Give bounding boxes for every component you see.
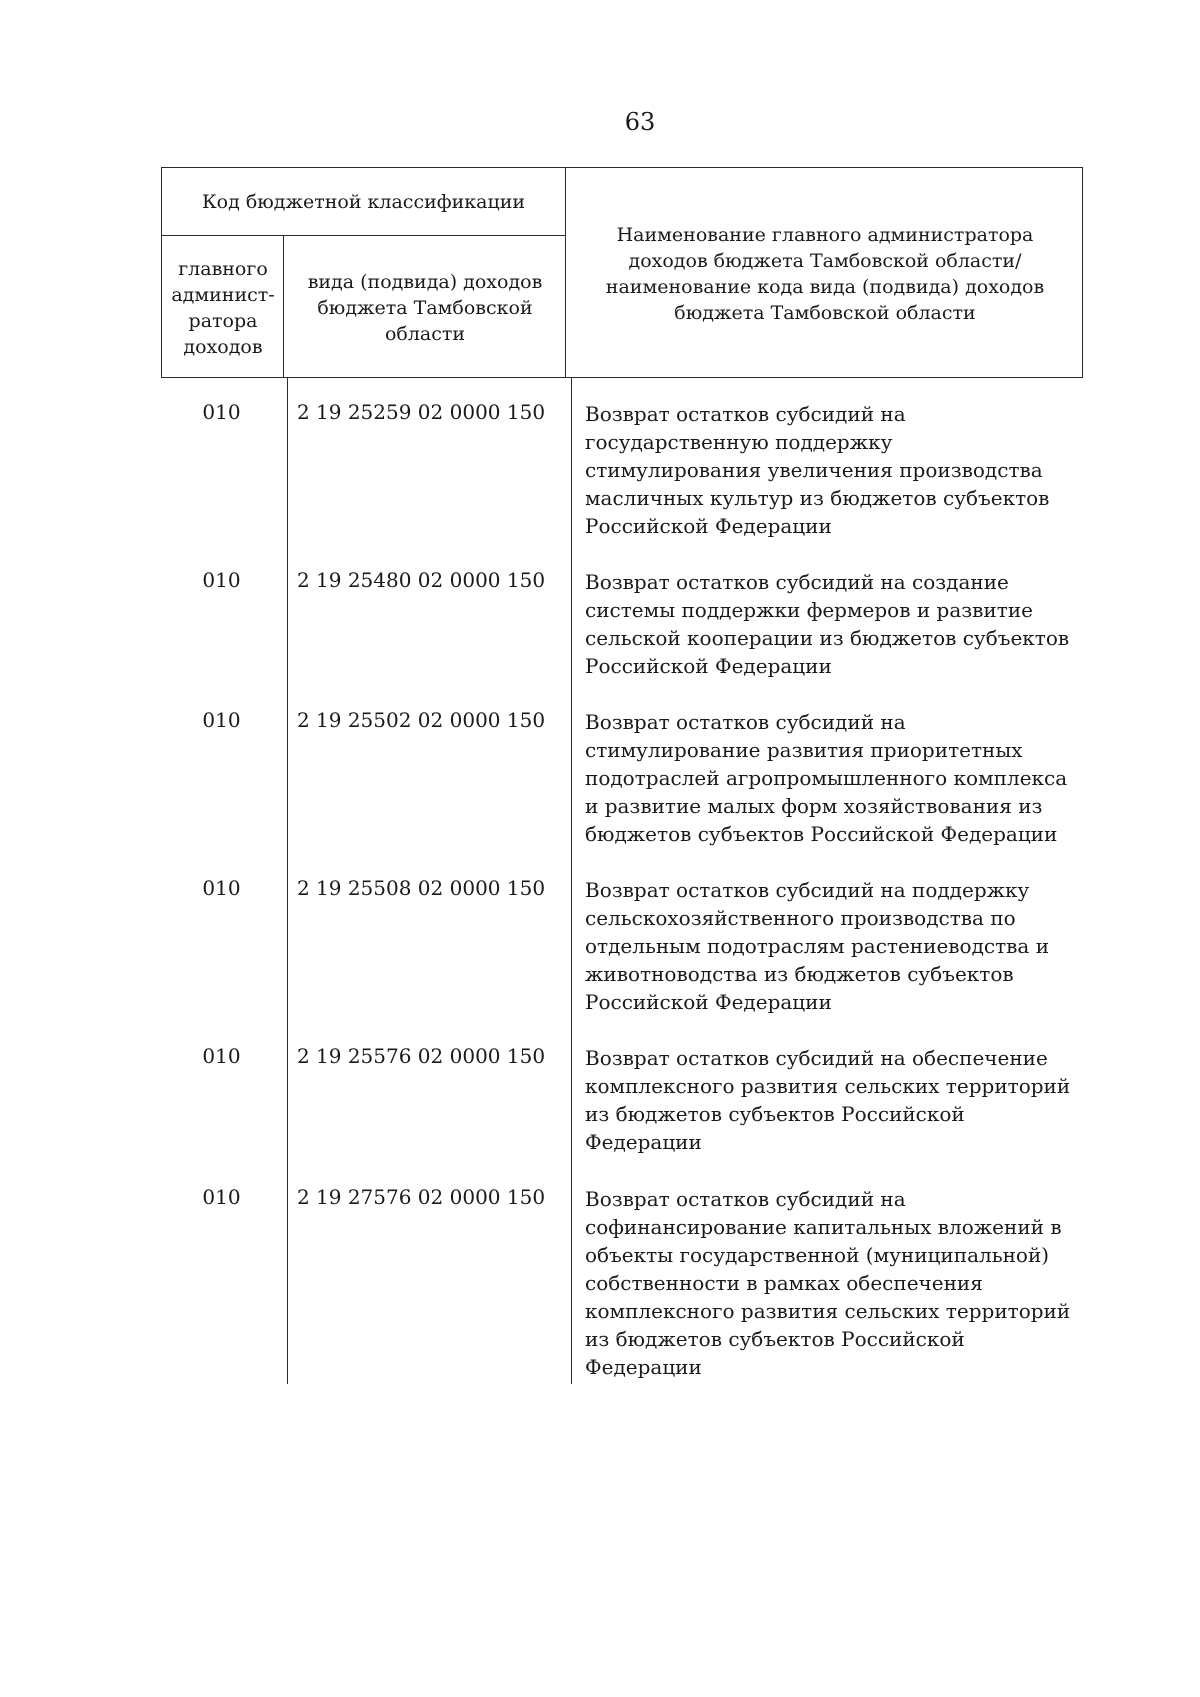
income-code: 2 19 25576 02 0000 150 bbox=[296, 1044, 546, 1068]
income-name: Возврат остатков субсидий на софинансирование капитальных вложений в объекты государственной (муниципальной) собственности в рамках обеспечения комплексного развития сельских территорий из бюджетов субъектов Российской Федерации bbox=[585, 1187, 1071, 1379]
income-code: 2 19 25508 02 0000 150 bbox=[296, 876, 546, 900]
income-code: 2 19 25502 02 0000 150 bbox=[296, 708, 546, 732]
admin-code: 010 bbox=[202, 568, 241, 592]
admin-code: 010 bbox=[202, 876, 241, 900]
header-divider-sub bbox=[283, 235, 284, 377]
income-name: Возврат остатков субсидий на обеспечение комплексного развития сельских территорий из бюджетов субъектов Российской Федерации bbox=[585, 1046, 1071, 1154]
admin-code: 010 bbox=[202, 1044, 241, 1068]
income-code: 2 19 27576 02 0000 150 bbox=[296, 1185, 546, 1209]
header-code-col: вида (подвида) доходов бюджета Тамбовской области bbox=[307, 270, 543, 345]
admin-code: 010 bbox=[202, 708, 241, 732]
income-code: 2 19 25259 02 0000 150 bbox=[296, 400, 546, 424]
admin-code: 010 bbox=[202, 400, 241, 424]
page-number: 63 bbox=[624, 108, 656, 136]
header-admin-col: главного админист-ратора доходов bbox=[171, 257, 275, 358]
column-divider-right bbox=[571, 378, 572, 1384]
income-name: Возврат остатков субсидий на создание системы поддержки фермеров и развитие сельской кооперации из бюджетов субъектов Российской Федерации bbox=[585, 570, 1070, 678]
header-code-group: Код бюджетной классификации bbox=[201, 191, 526, 213]
income-code: 2 19 25480 02 0000 150 bbox=[296, 568, 546, 592]
header-name-col: Наименование главного администратора доходов бюджета Тамбовской области/наименование кода вида (подвида) доходов бюджета Тамбовской области bbox=[605, 223, 1045, 324]
header-divider-main bbox=[565, 168, 566, 377]
admin-code: 010 bbox=[202, 1185, 241, 1209]
table-header bbox=[161, 167, 1083, 378]
income-name: Возврат остатков субсидий на государственную поддержку стимулирования увеличения производства масличных культур из бюджетов субъектов Российской Федерации bbox=[585, 402, 1050, 538]
income-name: Возврат остатков субсидий на стимулирование развития приоритетных подотраслей агропромышленного комплекса и развитие малых форм хозяйствования из бюджетов субъектов Российской Федерации bbox=[585, 710, 1068, 846]
income-name: Возврат остатков субсидий на поддержку сельскохозяйственного производства по отдельным подотраслям растениеводства и животноводства из бюджетов субъектов Российской Федерации bbox=[585, 878, 1050, 1014]
